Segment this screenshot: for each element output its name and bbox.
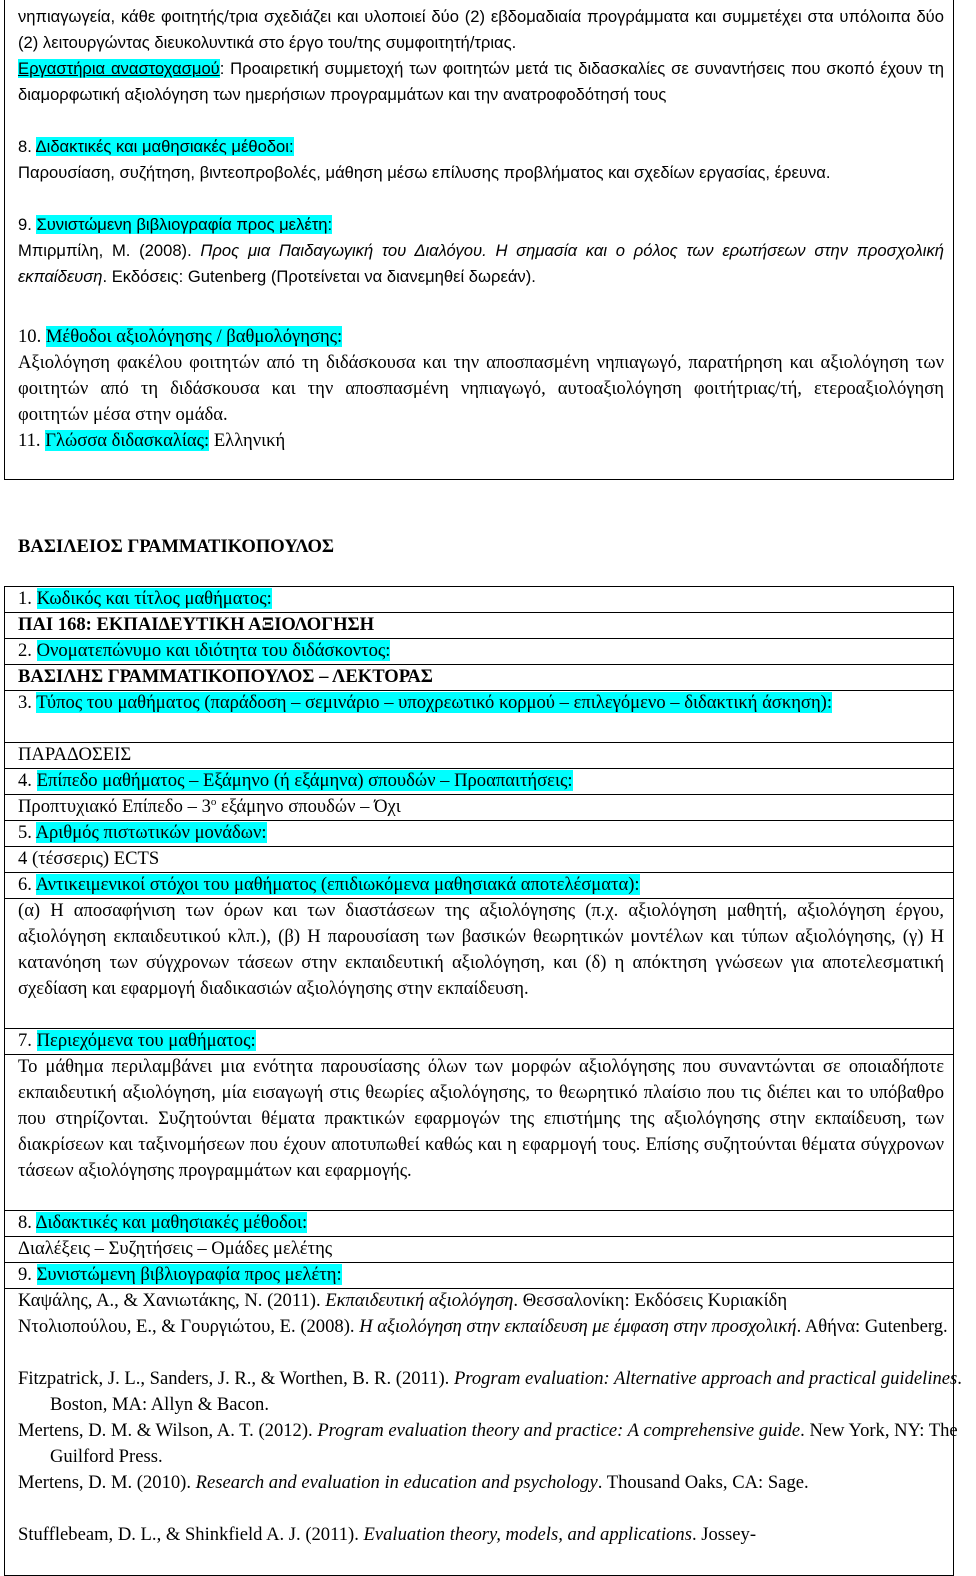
section-11-label: Γλώσσα διδασκαλίας: (45, 430, 210, 451)
course-section-6-heading: 6. Αντικειμενικοί στόχοι του μαθήματος (επιδιωκόμενα μαθησιακά αποτελέσματα): (18, 874, 640, 895)
course-section-1-label: Κωδικός και τίτλος μαθήματος: (36, 588, 272, 609)
section-8-text: Παρουσίαση, συζήτηση, βιντεοπροβολές, μάθηση μέσω επίλυσης προβλήματος και σχεδίων εργασίας, έρευνα. (18, 163, 831, 182)
reference-item: Ντολιοπούλου, Ε., & Γουργιώτου, Ε. (2008). Η αξιολόγηση στην εκπαίδευση με έμφαση στην προσχολική. Αθήνα: Gutenberg. (18, 1316, 948, 1337)
section-10-text: Αξιολόγηση φακέλου φοιτητών από τη διδάσκουσα και την αποσπασμένη νηπιαγωγό, παρατήρηση και αξιολόγηση των φοιτητών από τη διδάσκουσα και την αποσπασμένη νηπιαγωγό, αυτοαξιολόγηση φοιτήτριας/τή, ετεροαξιολόγηση φοιτητών μέσα στην ομάδα. (18, 352, 944, 425)
course-section-7-label: Περιεχόμενα του μαθήματος: (36, 1030, 256, 1051)
workshop-paragraph: Εργαστήρια αναστοχασμού: Προαιρετική συμμετοχή των φοιτητών μετά τις διδασκαλίες σε συναντήσεις που σκοπό έχουν τη διαμορφωτική αξιολόγηση των ημερήσιων προγραμμάτων και την ανατροφοδότησή τους (18, 59, 944, 104)
course-code-title: ΠΑΙ 168: ΕΚΠΑΙΔΕΥΤΙΚΗ ΑΞΙΟΛΟΓΗΣΗ (18, 614, 375, 635)
course-section-6-label: Αντικειμενικοί στόχοι του μαθήματος (επιδιωκόμενα μαθησιακά αποτελέσματα): (35, 874, 640, 895)
reference-item: Mertens, D. M. (2010). Research and evaluation in education and psychology. Thousand Oaks, CA: Sage. (18, 1472, 809, 1493)
course-section-2-label: Ονοματεπώνυμο και ιδιότητα του διδάσκοντος: (36, 640, 391, 661)
course-level-value: Προπτυχιακό Επίπεδο – $3^o$ εξάμηνο σπουδών – Όχι (18, 795, 401, 817)
credits-value: 4 (τέσσερις) ECTS (18, 848, 160, 869)
course-section-9-heading: 9. Συνιστώμενη βιβλιογραφία προς μελέτη: (18, 1264, 342, 1285)
section-8-label: Διδακτικές και μαθησιακές μέθοδοι: (35, 137, 294, 156)
course-section-2-heading: 2. Ονοματεπώνυμο και ιδιότητα του διδάσκοντος: (18, 640, 391, 661)
course-section-1-heading: 1. Κωδικός και τίτλος μαθήματος: (18, 588, 272, 609)
course-section-8-heading: 8. Διδακτικές και μαθησιακές μέθοδοι: (18, 1212, 308, 1233)
instructor-heading: ΒΑΣΙΛΕΙΟΣ ΓΡΑΜΜΑΤΙΚΟΠΟΥΛΟΣ (18, 536, 335, 557)
course-type-value: ΠΑΡΑΔΟΣΕΙΣ (18, 744, 132, 765)
section-9-heading: 9. Συνιστώμενη βιβλιογραφία προς μελέτη: (18, 215, 333, 234)
section-9-label: Συνιστώμενη βιβλιογραφία προς μελέτη: (36, 215, 333, 234)
workshop-label: Εργαστήρια αναστοχασμού (18, 59, 220, 78)
course-section-4-label: Επίπεδο μαθήματος – Εξάμηνο (ή εξάμηνα) σπουδών – Προαπαιτήσεις: (36, 770, 573, 791)
section-9-reference: Μπιρμπίλη, Μ. (2008). Προς μια Παιδαγωγική του Διαλόγου. Η σημασία και ο ρόλος των ερωτήσεων στην προσχολική εκπαίδευση. Εκδόσεις: Gutenberg (Προτείνεται να διανεμηθεί δωρεάν). (18, 241, 944, 286)
section-10-label: Μέθοδοι αξιολόγησης / βαθμολόγησης: (45, 326, 343, 347)
practice-paragraph: νηπιαγωγεία, κάθε φοιτητής/τρια σχεδιάζει και υλοποιεί δύο (2) εβδομαδιαία προγράμματα και συμμετέχει στα υπόλοιπα δύο (2) λειτουργώντας διευκολυντικά στο έργο του/της συμφοιτητή/τριας. (18, 7, 944, 52)
course-section-5-label: Αριθμός πιστωτικών μονάδων: (35, 822, 267, 843)
reference-item: Stufflebeam, D. L., & Shinkfield A. J. (2011). Evaluation theory, models, and applications. Jossey- (18, 1524, 757, 1545)
methods-text: Διαλέξεις – Συζητήσεις – Ομάδες μελέτης (18, 1238, 333, 1259)
instructor-name-role: ΒΑΣΙΛΗΣ ΓΡΑΜΜΑΤΙΚΟΠΟΥΛΟΣ – ΛΕΚΤΟΡΑΣ (18, 666, 433, 687)
objectives-text: (α) Η αποσαφήνιση των όρων και των διαστάσεων της αξιολόγησης (π.χ. αξιολόγηση μαθητή, αξιολόγηση έργου, αξιολόγηση εκπαιδευτικού κλπ.), (β) Η παρουσίαση των βασικών θεωρητικών μοντέλων και τύπων αξιολόγησης, (γ) Η κατανόηση των σύγχρονων τάσεων στην εκπαιδευτική αξιολόγηση, και (δ) η απόκτηση γνώσεων για αποτελεσματική σχεδίαση και εφαρμογή διαδικασιών αξιολόγησης στην εκπαίδευση. (18, 900, 944, 999)
section-10-heading: 10. Μέθοδοι αξιολόγησης / βαθμολόγησης: (18, 326, 343, 347)
reference-item: Mertens, D. M. & Wilson, A. T. (2012). Program evaluation theory and practice: A comprehensive guide. New York, NY: The Guilford Press. (18, 1420, 958, 1467)
section-8-heading: 8. Διδακτικές και μαθησιακές μέθοδοι: (18, 137, 294, 156)
reference-item: Καψάλης, Α., & Χανιωτάκης, Ν. (2011). Εκπαιδευτική αξιολόγηση. Θεσσαλονίκη: Εκδόσεις Κυριακίδη (18, 1290, 788, 1311)
course-section-3-label: Τύπος του μαθήματος (παράδοση – σεμινάριο – υποχρεωτικό κορμού – επιλεγόμενο – διδακτική άσκηση): (36, 692, 833, 713)
contents-text: Το μάθημα περιλαμβάνει μια ενότητα παρουσίασης όλων των μορφών αξιολόγησης που συναντώνται σε οποιαδήποτε εκπαιδευτική αξιολόγηση, μία εισαγωγή στις θεωρίες αξιολόγησης, το θεωρητικό πλαίσιο που τις διέπει και το υπόβαθρο που στηρίζονται. Συζητούνται θέματα πρακτικών εφαρμογών της επιστήμης της αξιολόγησης στην εκπαίδευση, των διακρίσεων και ταξινομήσεων που έχουν αποτυπωθεί καθώς και η εφαρμογή τους. Επίσης συζητούνται θέματα σύγχρονων τάσεων αξιολόγησης προγραμμάτων και εφαρμογής. (18, 1056, 944, 1181)
course-section-7-heading: 7. Περιεχόμενα του μαθήματος: (18, 1030, 256, 1051)
reference-item: Fitzpatrick, J. L., Sanders, J. R., & Worthen, B. R. (2011). Program evaluation: Alternative approach and practical guidelines. Boston, MA: Allyn & Bacon. (18, 1368, 962, 1415)
course-section-4-heading: 4. Επίπεδο μαθήματος – Εξάμηνο (ή εξάμηνα) σπουδών – Προαπαιτήσεις: (18, 770, 573, 791)
course-section-5-heading: 5. Αριθμός πιστωτικών μονάδων: (18, 822, 267, 843)
course-section-3-heading: 3. Τύπος του μαθήματος (παράδοση – σεμινάριο – υποχρεωτικό κορμού – επιλεγόμενο – διδακτική άσκηση): (18, 692, 833, 713)
course-section-8-label: Διδακτικές και μαθησιακές μέθοδοι: (35, 1212, 308, 1233)
course-section-9-label: Συνιστώμενη βιβλιογραφία προς μελέτη: (36, 1264, 342, 1285)
section-11-heading: 11. Γλώσσα διδασκαλίας: Ελληνική (18, 430, 286, 451)
